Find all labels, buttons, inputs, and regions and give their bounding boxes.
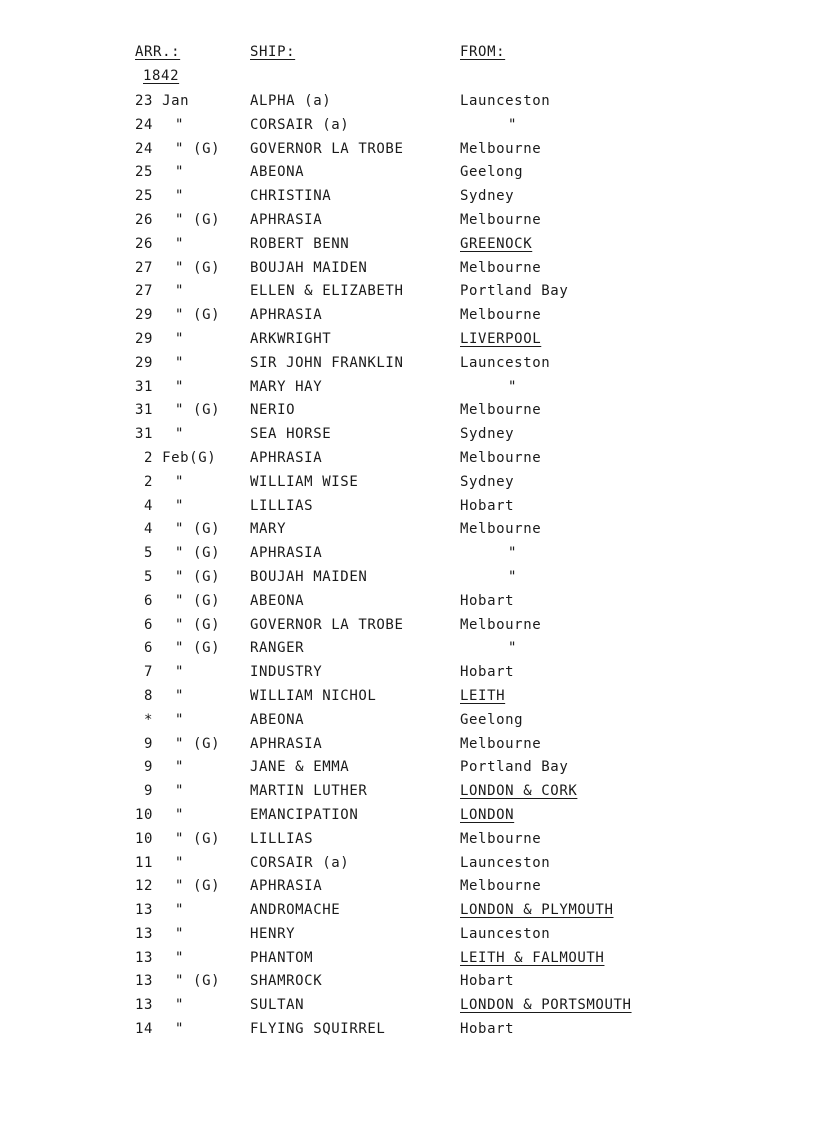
date-ditto-mark: " [175,235,185,252]
ship-name: APHRASIA [250,878,323,895]
date-ditto-mark: " (G) [175,830,221,847]
arrival-date: 29 [135,354,154,371]
arrival-date: 14 [135,1021,154,1038]
ship-name: NERIO [250,402,296,419]
date-ditto-mark: " (G) [175,307,221,324]
arrival-date: 23 Jan [135,93,190,109]
origin-port: " [508,640,518,657]
origin-port: Hobart [460,973,515,990]
date-ditto-mark: " (G) [175,973,221,990]
date-ditto-mark: " [175,473,185,490]
origin-port: Sydney [460,473,515,490]
table-row [0,971,816,995]
table-row [0,876,816,900]
origin-port: " [508,116,518,133]
origin-port: Hobart [460,497,515,514]
table-row [0,472,816,496]
arrival-date: 6 [144,640,154,657]
origin-port: Launceston [460,925,551,942]
origin-port: " [508,568,518,585]
origin-port: Melbourne [460,878,542,895]
date-ditto-mark: " [175,1021,185,1038]
arrival-date: 4 [144,497,154,514]
arrival-date: 13 [135,973,154,990]
origin-port: Geelong [460,164,524,181]
arrival-date: 6 [144,592,154,609]
table-row [0,329,816,353]
origin-port: LEITH & FALMOUTH [460,949,605,966]
date-ditto-mark: " [175,759,185,776]
date-ditto-mark: " [175,783,185,800]
table-row [0,139,816,163]
table-row [0,567,816,591]
table-row [0,377,816,401]
origin-port: Launceston [460,854,551,871]
ship-name: SULTAN [250,997,305,1014]
table-row [0,853,816,877]
date-ditto-mark: " (G) [175,521,221,538]
date-ditto-mark: " [175,497,185,514]
header-from: FROM: [460,44,506,60]
arrival-date: 31 [135,378,154,395]
origin-port: Portland Bay [460,283,569,300]
ship-name: APHRASIA [250,545,323,562]
date-ditto-mark: " [175,283,185,300]
date-ditto-mark: " [175,902,185,919]
date-ditto-mark: " [175,116,185,133]
arrival-date: 7 [144,664,154,681]
date-ditto-mark: " [175,164,185,181]
date-ditto-mark: " [175,854,185,871]
year-label: 1842 [143,68,180,84]
ship-name: GOVERNOR LA TROBE [250,140,404,157]
header-ship: SHIP: [250,44,296,60]
table-row [0,781,816,805]
ship-name: ABEONA [250,711,305,728]
arrival-date: 25 [135,188,154,205]
table-row [0,496,816,520]
ship-name: ELLEN & ELIZABETH [250,283,404,300]
table-row [0,400,816,424]
table-row [0,757,816,781]
origin-port: Melbourne [460,402,542,419]
origin-port: Melbourne [460,830,542,847]
origin-port: Sydney [460,426,515,443]
arrival-date: 29 [135,330,154,347]
table-row [0,829,816,853]
date-ditto-mark: " (G) [175,592,221,609]
origin-port: GREENOCK [460,235,533,252]
date-ditto-mark: " (G) [175,878,221,895]
origin-port: Melbourne [460,735,542,752]
arrival-date: 25 [135,164,154,181]
origin-port: Melbourne [460,307,542,324]
arrival-date: 26 [135,235,154,252]
date-ditto-mark: " [175,806,185,823]
ship-name: CORSAIR (a) [250,116,350,133]
ship-name: RANGER [250,640,305,657]
arrival-date: 9 [144,783,154,800]
date-ditto-mark: " [175,687,185,704]
ship-name: SIR JOHN FRANKLIN [250,354,404,371]
header-arr: ARR.: [135,44,181,60]
date-ditto-mark: " [175,188,185,205]
ship-name: LILLIAS [250,497,314,514]
table-row [0,734,816,758]
origin-port: Melbourne [460,259,542,276]
date-ditto-mark: " (G) [175,402,221,419]
ship-name: APHRASIA [250,307,323,324]
table-row [0,305,816,329]
table-row [0,186,816,210]
arrival-date: 10 [135,806,154,823]
arrival-date: * [144,711,154,728]
origin-port: Melbourne [460,521,542,538]
table-row [0,1019,816,1043]
arrival-date: 31 [135,426,154,443]
origin-port: " [508,545,518,562]
origin-port: Sydney [460,188,515,205]
ship-name: CHRISTINA [250,188,332,205]
arrival-date: 13 [135,902,154,919]
table-row [0,258,816,282]
origin-port: Melbourne [460,616,542,633]
ship-name: JANE & EMMA [250,759,350,776]
table-row [0,591,816,615]
ship-name: ARKWRIGHT [250,330,332,347]
arrival-date: 24 [135,140,154,157]
table-row [0,948,816,972]
date-ditto-mark: " (G) [175,568,221,585]
date-ditto-mark: " (G) [175,545,221,562]
ship-name: MARY [250,521,287,538]
ship-name: MARTIN LUTHER [250,783,368,800]
ship-name: CORSAIR (a) [250,854,350,871]
arrival-date: 24 [135,116,154,133]
ship-name: APHRASIA [250,735,323,752]
arrival-date: 9 [144,735,154,752]
ship-name: ROBERT BENN [250,235,350,252]
ship-name: INDUSTRY [250,664,323,681]
origin-port: Hobart [460,1021,515,1038]
ship-name: APHRASIA [250,449,323,466]
arrival-date: 27 [135,283,154,300]
ship-name: HENRY [250,925,296,942]
table-row [0,615,816,639]
origin-port: Melbourne [460,140,542,157]
ship-name: PHANTOM [250,949,314,966]
date-ditto-mark: " [175,949,185,966]
ship-name: WILLIAM NICHOL [250,687,377,704]
date-ditto-mark: " (G) [175,140,221,157]
ship-name: ABEONA [250,164,305,181]
ship-name: EMANCIPATION [250,806,359,823]
arrival-date: 13 [135,925,154,942]
origin-port: Hobart [460,664,515,681]
table-row [0,234,816,258]
ship-name: LILLIAS [250,830,314,847]
origin-port: LEITH [460,687,506,704]
ship-name: GOVERNOR LA TROBE [250,616,404,633]
table-row [0,710,816,734]
ship-name: BOUJAH MAIDEN [250,259,368,276]
origin-port: LONDON [460,806,515,823]
ship-name: ANDROMACHE [250,902,341,919]
origin-port: Melbourne [460,449,542,466]
ship-name: BOUJAH MAIDEN [250,568,368,585]
ship-name: ABEONA [250,592,305,609]
arrival-date: 12 [135,878,154,895]
table-row [0,638,816,662]
arrival-date: 29 [135,307,154,324]
table-row [0,662,816,686]
origin-port: Geelong [460,711,524,728]
arrival-date: 27 [135,259,154,276]
ship-name: APHRASIA [250,211,323,228]
arrivals-list [0,91,816,1043]
origin-port: " [508,378,518,395]
table-row [0,353,816,377]
origin-port: LIVERPOOL [460,330,542,347]
table-row [0,281,816,305]
arrival-date: 10 [135,830,154,847]
origin-port: Portland Bay [460,759,569,776]
table-row [0,543,816,567]
date-ditto-mark: " [175,426,185,443]
ship-name: ALPHA (a) [250,93,332,109]
arrival-date: 26 [135,211,154,228]
date-ditto-mark: " [175,664,185,681]
arrival-date: 13 [135,997,154,1014]
date-ditto-mark: " [175,711,185,728]
arrival-date: 2 [144,473,154,490]
table-row [0,900,816,924]
ship-name: WILLIAM WISE [250,473,359,490]
arrival-date: 11 [135,854,154,871]
arrival-date: 31 [135,402,154,419]
date-ditto-mark: " (G) [175,616,221,633]
origin-port: LONDON & PLYMOUTH [460,902,614,919]
date-ditto-mark: " (G) [175,640,221,657]
table-row [0,424,816,448]
arrival-date: 2 Feb(G) [135,449,217,466]
arrival-date: 5 [144,568,154,585]
ship-name: FLYING SQUIRREL [250,1021,386,1038]
table-row [0,115,816,139]
date-ditto-mark: " [175,997,185,1014]
ship-name: MARY HAY [250,378,323,395]
origin-port: Launceston [460,354,551,371]
table-row [0,686,816,710]
date-ditto-mark: " [175,330,185,347]
date-ditto-mark: " [175,925,185,942]
table-row [0,448,816,472]
origin-port: LONDON & CORK [460,783,578,800]
ship-name: SHAMROCK [250,973,323,990]
date-ditto-mark: " [175,354,185,371]
origin-port: Hobart [460,592,515,609]
origin-port: Launceston [460,93,551,109]
ship-name: SEA HORSE [250,426,332,443]
table-row [0,924,816,948]
table-row [0,995,816,1019]
table-row [0,805,816,829]
date-ditto-mark: " (G) [175,735,221,752]
table-row [0,162,816,186]
table-row [0,210,816,234]
date-ditto-mark: " (G) [175,211,221,228]
table-row [0,91,816,115]
table-row [0,519,816,543]
arrival-date: 9 [144,759,154,776]
date-ditto-mark: " [175,378,185,395]
arrival-date: 8 [144,687,154,704]
arrival-date: 6 [144,616,154,633]
arrival-date: 5 [144,545,154,562]
date-ditto-mark: " (G) [175,259,221,276]
arrival-date: 4 [144,521,154,538]
arrival-date: 13 [135,949,154,966]
origin-port: Melbourne [460,211,542,228]
origin-port: LONDON & PORTSMOUTH [460,997,632,1014]
